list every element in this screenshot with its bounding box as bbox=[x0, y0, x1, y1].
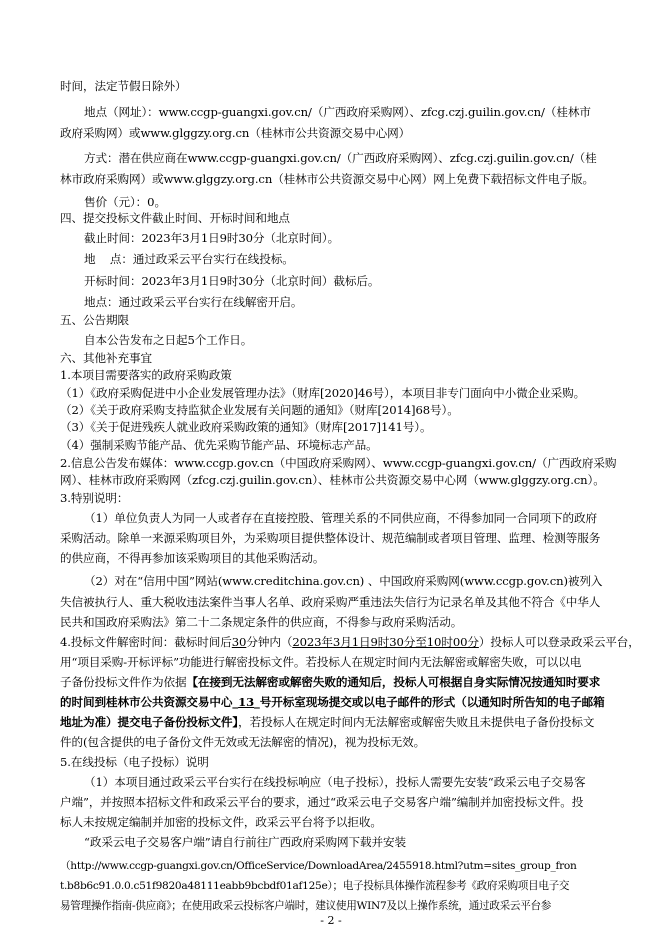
text-line: 地 点：通过政采云平台实行在线投标。 bbox=[84, 252, 294, 266]
text-line: 方式：潜在供应商在www.ccgp-guangxi.gov.cn/（广西政府采购网）、zfcg.czj.guilin.gov.cn/（桂 bbox=[84, 151, 597, 165]
text-span: 子备份投标文件作为依据 bbox=[60, 675, 187, 689]
text-line: 截止时间：2023年3月1日9时30分（北京时间）。 bbox=[84, 231, 340, 245]
text-line: 易管理操作指南-供应商》；在使用政采云投标客户端时，建议使用WIN7及以上操作系统，通过政采云平台参 bbox=[60, 900, 552, 912]
text-line: （1）本项目通过政采云平台实行在线投标响应（电子投标），投标人需要先安装“政采云电子交易客 bbox=[84, 775, 586, 789]
text-line: “政采云电子交易客户端”请自行前往广西政府采购网下载并安装 bbox=[84, 835, 406, 849]
text-line: 标人未按规定编制并加密的投标文件，政采云平台将予以拒收。 bbox=[60, 815, 382, 829]
bold-span: 【在接到无法解密或解密失败的通知后，投标人可根据自身实际情况按通知时要求 bbox=[186, 675, 601, 689]
text-line: 5.在线投标（电子投标）说明 bbox=[60, 755, 209, 769]
text-line: 件的(包含提供的电子备份文件无效或无法解密的情况)，视为投标无效。 bbox=[60, 735, 426, 749]
text-line: （2）《关于政府采购支持监狱企业发展有关问题的通知》（财库[2014]68号）。 bbox=[60, 403, 459, 417]
text-line: 用“项目采购-开标评标”功能进行解密投标文件。若投标人在规定时间内无法解密或解密失败，可以以电 bbox=[60, 655, 582, 669]
text-span: 分钟内（ bbox=[246, 635, 293, 649]
text-line: 网）、桂林市政府采购网（zfcg.czj.guilin.gov.cn）、桂林市公共资源交易中心网（www.glggzy.org.cn）。 bbox=[60, 473, 605, 487]
text-line: 售价（元）：0。 bbox=[84, 195, 166, 209]
text-line: 3.特别说明： bbox=[60, 491, 129, 505]
bold-span: 的时间到桂林市公共资源交易中心_ bbox=[60, 695, 239, 709]
section-heading: 四、提交投标文件截止时间、开标时间和地点 bbox=[60, 211, 290, 225]
text-line: 失信被执行人、重大税收违法案件当事人名单、政府采购严重违法失信行为记录名单及其他不符合《中华人 bbox=[60, 595, 601, 609]
text-line bbox=[60, 674, 616, 690]
text-line: 采购活动。除单一来源采购项目外，为采购项目提供整体设计、规范编制或者项目管理、监理、检测等服务 bbox=[60, 531, 601, 545]
text-line: t.b8b6c91.0.0.c51f9820a48111eabb9bcbdf01af125e）；电子投标具体操作流程参考《政府采购项目电子交 bbox=[60, 880, 570, 892]
text-line: （1）单位负责人为同一人或者存在直接控股、管理关系的不同供应商，不得参加同一合同项下的政府 bbox=[84, 511, 598, 525]
bold-span: 地址为准）提交电子备份投标文件】 bbox=[60, 715, 239, 729]
text-line: 民共和国政府采购法》第二十二条规定条件的供应商，不得参与政府采购活动。 bbox=[60, 615, 463, 629]
text-line: 的供应商，不得再参加该采购项目的其他采购活动。 bbox=[60, 551, 325, 565]
page-number: - 2 - bbox=[320, 914, 342, 927]
text-line: （3）《关于促进残疾人就业政府采购政策的通知》（财库[2017]141号）。 bbox=[60, 420, 432, 434]
text-line: 1.本项目需要落实的政府采购政策 bbox=[60, 368, 232, 382]
text-line bbox=[60, 694, 616, 710]
url-line: （http://www.ccgp-guangxi.gov.cn/OfficeService/DownloadArea/2455918.html?utm=sites_group_fron bbox=[60, 860, 577, 872]
underlined-span: 30 bbox=[231, 635, 247, 649]
text-line: （1）《政府采购促进中小企业发展管理办法》（财库[2020]46号），本项目非专门面向中小微企业采购。 bbox=[60, 386, 586, 400]
text-span: ，若投标人在规定时间内无法解密或解密失败且未提供电子备份投标文 bbox=[238, 715, 595, 729]
text-line: 2.信息公告发布媒体：www.ccgp.gov.cn（中国政府采购网）、www.ccgp-guangxi.gov.cn/（广西政府采购 bbox=[60, 456, 617, 470]
text-line: 林市政府采购网）或www.glggzy.org.cn（桂林市公共资源交易中心网）网上免费下载招标文件电子版。 bbox=[60, 172, 595, 186]
text-line: 地点：通过政采云平台实行在线解密开启。 bbox=[84, 295, 303, 309]
text-line bbox=[60, 714, 616, 730]
bold-span: _号开标室现场提交或以电子邮件的形式（以通知时所告知的电子邮箱 bbox=[254, 695, 605, 709]
text-line: 户端”，并按照本招标文件和政采云平台的要求，通过“政采云电子交易客户端”编制并加密投标文件。投 bbox=[60, 795, 584, 809]
text-span: ）投标人可以登录政采云平台， bbox=[478, 635, 640, 649]
text-span: 4.投标文件解密时间：截标时间后 bbox=[60, 635, 232, 649]
text-line: 自本公告发布之日起5个工作日。 bbox=[84, 333, 253, 347]
text-line bbox=[60, 634, 640, 650]
text-line: 地点（网址）：www.ccgp-guangxi.gov.cn/（广西政府采购网）、zfcg.czj.guilin.gov.cn/（桂林市 bbox=[84, 105, 591, 119]
underlined-span: 13 bbox=[238, 695, 255, 709]
section-heading: 五、公告期限 bbox=[60, 313, 129, 327]
text-line: （4）强制采购节能产品、优先采购节能产品、环境标志产品。 bbox=[60, 438, 378, 452]
underlined-span: 2023年3月1日9时30分至10时00分 bbox=[292, 635, 479, 649]
text-line: 政府采购网）或www.glggzy.org.cn（桂林市公共资源交易中心网） bbox=[60, 126, 411, 140]
text-line: 开标时间：2023年3月1日9时30分（北京时间）截标后。 bbox=[84, 274, 380, 288]
text-line: （2）对在“信用中国”网站(www.creditchina.gov.cn) 、中国政府采购网(www.ccgp.gov.cn)被列入 bbox=[84, 574, 603, 588]
text-line: 时间，法定节假日除外） bbox=[60, 79, 187, 93]
section-heading: 六、其他补充事宜 bbox=[60, 351, 152, 365]
